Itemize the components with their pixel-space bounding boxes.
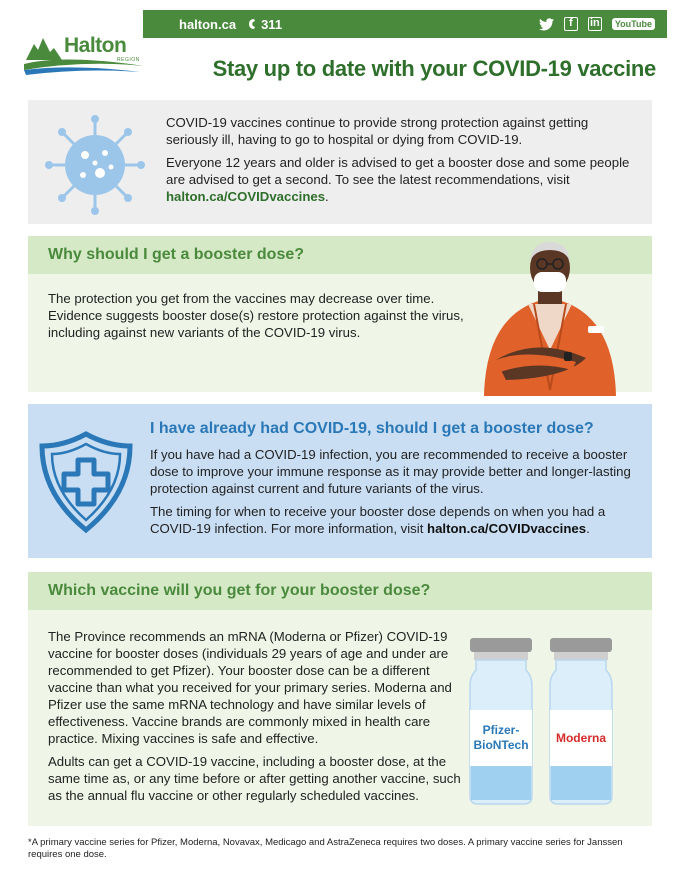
site-link[interactable]: halton.ca — [179, 16, 237, 32]
infection-paragraph-2-end: . — [586, 521, 590, 536]
vaccine-paragraph-1: The Province recommends an mRNA (Moderna or Pfizer) COVID-19 vaccine for booster doses (individuals 29 years of age and under are recommended to get Pfizer). Your booster dose can be a different vaccine than what you received for your primary series. Moderna and Pfizer use the same mRNA technology and have similar levels of effectiveness. Vaccine brands are commonly mixed in health care practice. Mixing vaccines is safe and effective. — [48, 629, 452, 746]
covid-vaccines-link[interactable]: halton.ca/COVIDvaccines — [166, 189, 326, 204]
infection-heading: I have already had COVID-19, should I get a booster dose? — [150, 420, 594, 437]
page-title: Stay up to date with your COVID-19 vaccine — [212, 56, 656, 81]
intro-paragraph-2 — [166, 154, 642, 205]
infection-paragraph-2-text: The timing for when to receive your booster dose depends on when you had a COVID-19 infection. For more information, visit — [150, 504, 606, 536]
vaccine-heading: Which vaccine will you get for your booster dose? — [48, 582, 431, 599]
intro-paragraph-2-text: Everyone 12 years and older is advised to get a booster dose and some people are advised to get a second. To see the latest recommendations, visit — [166, 155, 630, 187]
vaccine-vials-illustration — [466, 636, 616, 806]
infection-paragraph-2 — [150, 503, 644, 537]
intro-paragraph-2-end: . — [325, 189, 329, 204]
social-links — [539, 17, 655, 31]
intro-panel — [28, 100, 652, 224]
vaccine-heading-bar — [28, 572, 652, 610]
pfizer-label-line2: BioNTech — [473, 738, 529, 752]
linkedin-icon[interactable]: in — [588, 17, 602, 31]
twitter-icon[interactable] — [539, 18, 554, 31]
infection-panel — [28, 404, 652, 558]
intro-paragraph-1: COVID-19 vaccines continue to provide strong protection against getting seriously ill, having to go to hospital or dying from COVID-19. — [166, 115, 589, 147]
vaccinated-person-illustration — [476, 240, 624, 396]
phone-label: 311 — [261, 16, 283, 32]
logo-word: Halton — [64, 34, 127, 57]
phone-number[interactable] — [248, 17, 282, 32]
youtube-icon[interactable]: YouTube — [612, 18, 655, 30]
infection-text — [150, 446, 644, 543]
logo-sub: REGION — [117, 57, 140, 63]
pfizer-label-line1: Pfizer- — [482, 723, 520, 737]
phone-icon — [248, 18, 257, 30]
vaccine-text — [48, 628, 468, 810]
moderna-label: Moderna — [555, 731, 607, 745]
infection-paragraph-1: If you have had a COVID-19 infection, you are recommended to receive a booster dose to improve your immune response as it may provide better and longer-lasting protection against current and future variants of the virus. — [150, 447, 631, 496]
footnote: *A primary vaccine series for Pfizer, Moderna, Novavax, Medicago and AstraZeneca requires two doses. A primary vaccine series for Janssen requires one dose. — [28, 837, 623, 860]
infection-covid-vaccines-link[interactable]: halton.ca/COVIDvaccines — [427, 521, 587, 536]
intro-text — [166, 114, 642, 211]
top-bar — [143, 10, 667, 38]
pfizer-vial — [470, 638, 532, 804]
booster-heading: Why should I get a booster dose? — [48, 246, 305, 263]
booster-body: The protection you get from the vaccines may decrease over time. Evidence suggests booster dose(s) restore protection against the virus, including against new variants of the COVID-19 virus. — [48, 291, 464, 340]
vaccine-paragraph-2: Adults can get a COVID-19 vaccine, including a booster dose, at the same time as, or any time before or after getting another vaccine, such as the annual flu vaccine or other regularly scheduled vaccines. — [48, 754, 461, 803]
moderna-vial — [550, 638, 612, 804]
facebook-icon[interactable]: f — [564, 17, 578, 31]
virus-icon — [45, 115, 145, 215]
halton-region-logo[interactable] — [24, 30, 146, 78]
shield-cross-icon — [38, 430, 134, 534]
